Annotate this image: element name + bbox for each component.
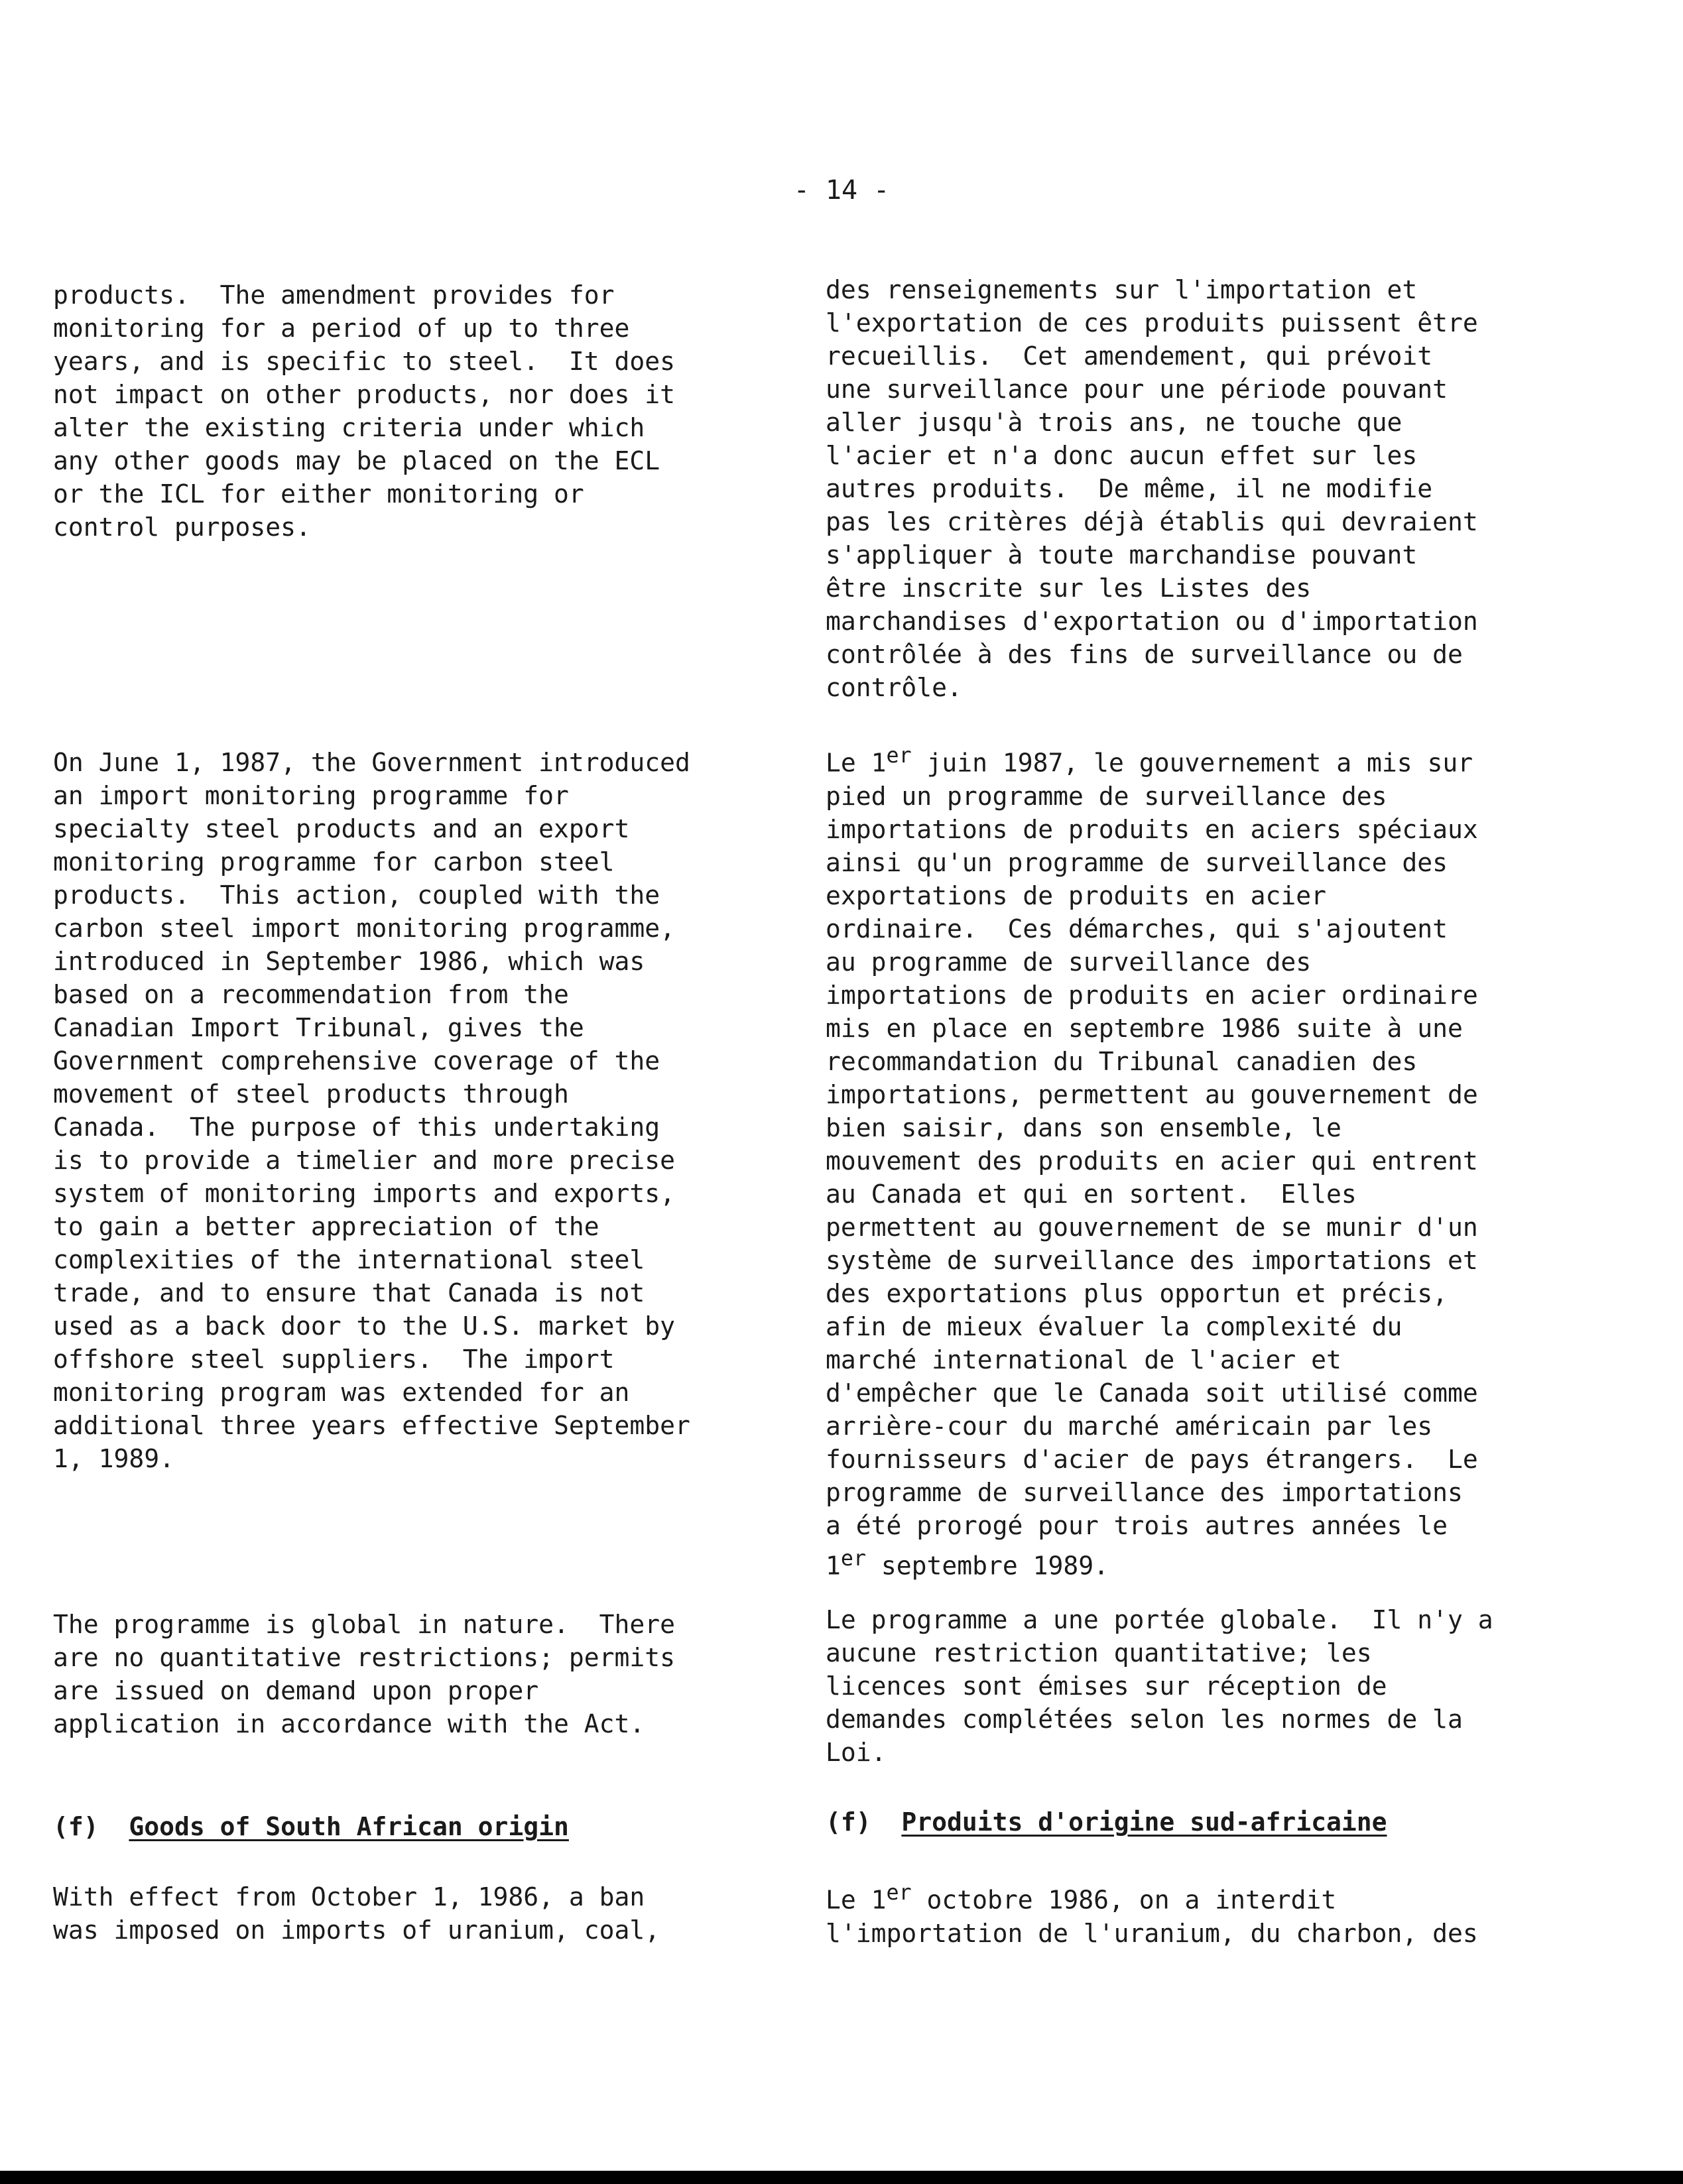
page-number: - 14 - — [793, 175, 890, 206]
superscript-er: er — [886, 1881, 912, 1905]
french-heading-marker: (f) — [826, 1807, 871, 1837]
french-paragraph-global-programme: Le programme a une portée globale. Il n'y a aucune restriction quantitative; les licences sont émises sur réception de demandes complétées selon les normes de la Loi. — [826, 1605, 1493, 1767]
french-section-heading — [826, 1805, 1387, 1839]
scan-bottom-edge — [0, 2171, 1683, 2184]
french-paragraph-steel-monitoring: Le 1er juin 1987, le gouvernement a mis sur pied un programme de surveillance des importations de produits en aciers spéciaux ainsi qu'un programme de surveillance des exportations de produits en acier ordinaire. Ces démarches, qui s'ajoutent au programme de surveillance des importations de produits en acier ordinaire mis en place en septembre 1986 suite à une recommandation du Tribunal canadien des importations, permettent au gouvernement de bien saisir, dans son ensemble, le mouvement des produits en acier qui entrent au Canada et qui en sortent. Elles permettent au gouvernement de se munir d'un système de surveillance des importations et des exportations plus opportun et précis, afin de mieux évaluer la complexité du marché international de l'acier et d'empêcher que le Canada soit utilisé comme arrière-cour du marché américain par les fournisseurs d'acier de pays étrangers. Le programme de surveillance des importations a été prorogé pour trois autres années le 1er septembre 1989. — [826, 744, 1478, 1581]
english-heading-title: Goods of South African origin — [129, 1812, 569, 1841]
french-paragraph-amendment: des renseignements sur l'importation et l'exportation de ces produits puissent être recueillis. Cet amendement, qui prévoit une surveillance pour une période pouvant aller jusqu'à trois ans, ne touche que l'acier et n'a donc aucun effet sur les autres produits. De même, il ne modifie pas les critères déjà établis qui devraient s'appliquer à toute marchandise pouvant être inscrite sur les Listes des marchandises d'exportation ou d'importation contrôlée à des fins de surveillance ou de contrôle. — [826, 275, 1478, 702]
english-paragraph-south-africa-ban: With effect from October 1, 1986, a ban was imposed on imports of uranium, coal, — [53, 1882, 660, 1945]
english-paragraph-global-programme: The programme is global in nature. There are no quantitative restrictions; permits are issued on demand upon proper application in accordance with the Act. — [53, 1610, 675, 1738]
french-paragraph-south-africa-ban: Le 1er octobre 1986, on a interdit l'importation de l'uranium, du charbon, des — [826, 1881, 1478, 1948]
english-paragraph-amendment: products. The amendment provides for monitoring for a period of up to three years, and is specific to steel. It does not impact on other products, nor does it alter the existing criteria under which any other goods may be placed on the ECL or the ICL for either monitoring or control purposes. — [53, 280, 675, 542]
french-heading-title: Produits d'origine sud-africaine — [901, 1807, 1387, 1837]
english-section-heading — [53, 1810, 569, 1843]
superscript-er: er — [886, 744, 912, 768]
superscript-er: er — [840, 1546, 867, 1571]
english-paragraph-steel-monitoring: On June 1, 1987, the Government introduced an import monitoring programme for specialty steel products and an export monitoring programme for carbon steel products. This action, coupled with the carbon steel import monitoring programme, introduced in September 1986, which was based on a recommendation from the Canadian Import Tribunal, gives the Government comprehensive coverage of the movement of steel products through Canada. The purpose of this undertaking is to provide a timelier and more precise system of monitoring imports and exports, to gain a better appreciation of the complexities of the international steel trade, and to ensure that Canada is not used as a back door to the U.S. market by offshore steel suppliers. The import monitoring program was extended for an additional three years effective September 1, 1989. — [53, 748, 690, 1473]
english-heading-marker: (f) — [53, 1812, 99, 1841]
